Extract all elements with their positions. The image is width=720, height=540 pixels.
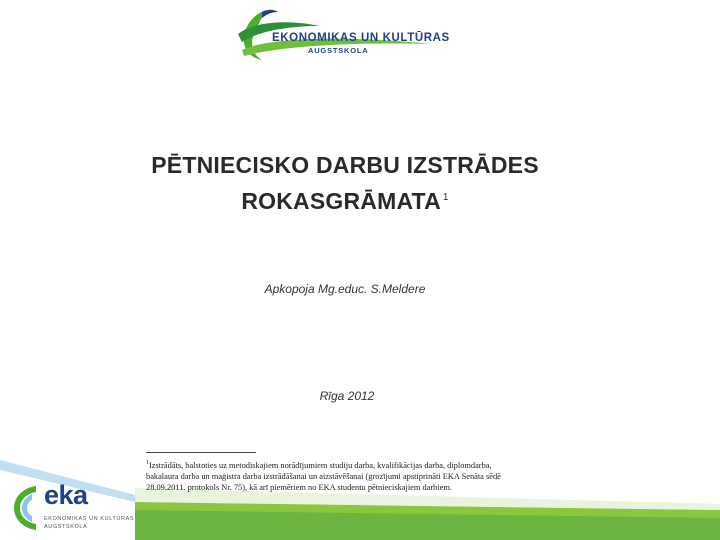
header-logo-line2: AUGSTSKOLA (308, 46, 369, 55)
footnote (146, 458, 526, 493)
eka-subtitle-line1: EKONOMIKAS UN KULTŪRAS (44, 516, 135, 522)
place-year: Rīga 2012 (319, 389, 375, 403)
footnote-rule (146, 452, 256, 453)
title-line-1: PĒTNIECISKO DARBU IZSTRĀDES (151, 152, 539, 178)
eka-bracket-icon (8, 480, 42, 536)
header-logo (232, 6, 450, 64)
compiler-line: Apkopoja Mg.educ. S.Meldere (264, 282, 426, 296)
footer-logo (8, 480, 143, 538)
header-logo-line1: EKONOMIKAS UN KULTŪRAS (272, 32, 450, 44)
eka-subtitle-line2: AUGSTSKOLA (44, 524, 88, 530)
footnote-text: Izstrādāts, balstoties uz metodiskajiem norādījumiem studiju darba, kvalifikācijas darba, diplomdarba, bakalaura darba un maģistra darba izstrādāšanai un aizstāvēšanai (grozījumi apstiprināti EKA Senāta sēdē 28.09.2011. protokols Nr. 75), kā arī piemēriem no EKA studentu pētnieciskajiem darbiem. (146, 460, 501, 492)
eka-wordmark: eka (44, 480, 88, 510)
title-line-2-text: ROKASGRĀMATA (241, 188, 441, 214)
footnote-mark: 1 (146, 460, 149, 466)
title-line-2 (0, 188, 690, 215)
title-footnote-mark: 1 (442, 192, 449, 204)
